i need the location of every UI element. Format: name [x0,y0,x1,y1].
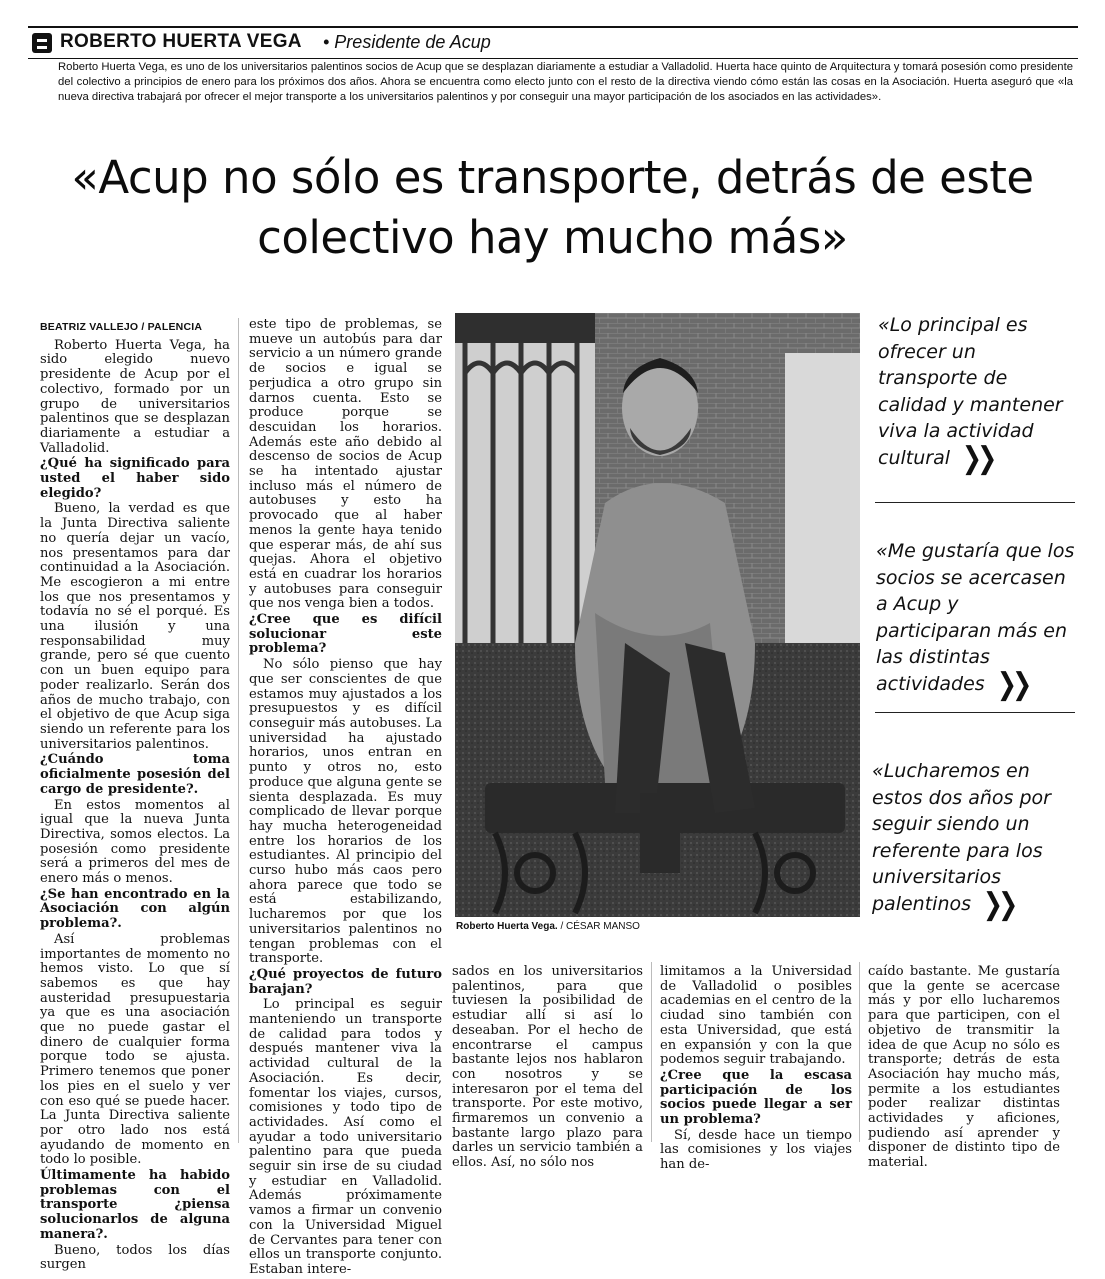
article-column-2 [249,318,442,1279]
divider [875,502,1075,503]
divider [875,712,1075,713]
interview-question: ¿Qué ha significado para usted el haber sido elegido? [40,456,230,501]
paragraph: este tipo de problemas, se mueve un autobús para dar servicio a un número grande de socios e igual se perjudica a otro grupo sin darnos cuenta. Esto se produce porque se descuidan los horarios. Además este año debido al descenso de socios de Acup se ha intentado ajustar incluso más el número de autobuses y esto ha provocado que al haber menos la gente haya tenido que esperar más, de ahí sus quejas. Ahora el objetivo está en cuadrar los horarios y autobuses para conseguir que nos venga bien a todos. [249,317,442,612]
intro-paragraph: Roberto Huerta Vega, es uno de los universitarios palentinos socios de Acup que se desplazan diariamente a estudiar a Valladolid. Huerta hace quinto de Arquitectura y tomará posesión como presidente del colectivo a principios de enero para los próximos dos años. Ahora se encuentra como electo junto con el resto de la directiva viendo cómo están las cosas en la Asociación. Huerta aseguró que «la nueva directiva trabajará por ofrecer el mejor transporte a los universitarios palentinos y por conseguir una mayor participación de los asociados en las actividades». [58,61,1073,103]
caption-name: Roberto Huerta Vega. [456,921,558,932]
interview-question: ¿Cuándo toma oficialmente posesión del cargo de presidente?. [40,752,230,797]
pull-quote [878,312,1078,476]
paragraph: Así problemas importantes de momento no hemos visto. Lo que sí sabemos es que hay austeridad presupuestaria ya que es una asociación que no puede gastar el dinero de cualquier forma porque todo se ajusta. Primero tenemos que poner los pies en el suelo y ver con eso qué se puede hacer. La Junta Directiva saliente por otro lado nos está ayudando de momento en todo lo posible. [40,931,230,1168]
interview-question: ¿Cree que la escasa participación de los socios puede llegar a ser un problema? [660,1067,852,1128]
interview-question: ¿Qué proyectos de futuro barajan? [249,966,442,997]
quote-end-icon: ❯❯ [961,440,993,476]
pull-quote-text: «Me gustaría que los socios se acercasen a Acup y participaran más en las distintas actividades [876,540,1075,695]
paragraph: No sólo pienso que hay que ser conscientes de que estamos muy ajustados a los presupuestos y es difícil conseguir más autobuses. La universidad ha ajustado horarios, unos entran en punto y otros no, esto produce que alguna gente se sienta desplazada. Es muy complicado de llevar porque hay mucha heterogeneidad entre los horarios de los estudiantes. Al principio del curso hubo más caos pero ahora parece que todo se está estabilizando, lucharemos por que los universitarios palentinos no tengan problemas con el transporte. [249,657,442,967]
article-column-4 [660,965,852,1174]
interviewee-role: • Presidente de Acup [323,32,491,52]
interview-question: ¿Se han encontrado en la Asociación con algún problema?. [40,886,230,932]
paragraph: Bueno, todos los días surgen [40,1242,230,1273]
column-divider [651,962,652,1142]
paragraph: sados en los universitarios palentinos, para que tuviesen la posibilidad de estudiar allí si así lo deseaban. Por el hecho de encontrarse el campus bastante lejos nos hablaron con nosotros y se interesaron por el tema del transporte. Por este motivo, firmaremos un convenio a bastante largo plazo para darles un servicio también a ellos. Así, no sólo nos [452,964,643,1171]
column-divider [859,962,860,1142]
quote-end-icon: ❯❯ [996,666,1028,702]
paragraph: caído bastante. Me gustaría que la gente se acercase más y por ello lucharemos para que participen, con el objetivo de transmitir la idea de que Acup no sólo es transporte; detrás de esta Asociación hay mucho más, permite a los estudiantes poder realizar distintas actividades y aficiones, pudiendo así aprender y disponer de distinto tipo de material. [868,964,1060,1171]
interview-question: Últimamente ha habido problemas con el transporte ¿piensa solucionarlos de alguna manera?. [40,1168,230,1242]
paragraph: Lo principal es seguir manteniendo un transporte de calidad para todos y después mantener viva la actividad cultural de la Asociación. Es decir, fomentar los viajes, cursos, comisiones y todo tipo de actividades. Así como el ayudar a todo universitario palentino para que pueda seguir sin irse de su ciudad y estudiar en Valladolid. Además próximamente vamos a firmar un convenio con la Universidad Miguel de Cervantes para tener con ellos un transporte conjunto. Estaban intere- [249,997,442,1277]
article-column-5 [868,965,1060,1172]
pull-quote-text: «Lo principal es ofrecer un transporte de calidad y mantener viva la actividad cultural [878,314,1063,469]
photo-credit: / CÉSAR MANSO [557,921,640,932]
pull-quote-text: «Lucharemos en estos dos años por seguir siendo un referente para los universitarios palentinos [872,760,1051,915]
article-header [28,26,1078,59]
pull-quote [872,758,1072,922]
photo-caption [456,921,640,932]
article-column-3 [452,965,643,1172]
paragraph: En estos momentos al igual que la nueva Junta Directiva, somos electos. La posesión como presidente será a primeros del mes de enero más o menos. [40,797,230,887]
pull-quote [876,538,1076,702]
paragraph: Bueno, la verdad es que la Junta Directiva saliente no quería dejar un vacío, nos presentamos para dar continuidad a la Asociación. Me escogieron a mi entre los que nos presentamos y todavía no sé el porqué. Es una ilusión y una responsabilidad muy grande, pero sé que cuento con un buen equipo para poder realizarlo. Serán dos años de mucho trabajo, con el objetivo de que Acup siga siendo un referente para los universitarios palentinos. [40,501,230,752]
headline: «Acup no sólo es transporte, detrás de este colectivo hay mucho más» [71,151,1034,264]
byline: BEATRIZ VALLEJO / PALENCIA [40,321,203,333]
interviewee-photo [455,313,860,917]
column-divider [238,318,239,1143]
interview-question: ¿Cree que es difícil solucionar este problema? [249,612,442,657]
paragraph: Sí, desde hace un tiempo las comisiones y los viajes han de- [660,1127,852,1173]
article-column-1 [40,320,230,1274]
paragraph: limitamos a la Universidad de Valladolid o posibles academias en el centro de la ciudad sino también con esta Universidad, que está en expansión y con la que podemos seguir trabajando. [660,964,852,1068]
paragraph: Roberto Huerta Vega, ha sido elegido nuevo presidente de Acup por el colectivo, formado por un grupo de universitarios palentinos que se desplazan diariamente a estudiar a Valladolid. [40,337,230,456]
section-logo-icon [32,33,52,53]
quote-end-icon: ❯❯ [982,886,1014,922]
photo-image [455,313,860,917]
interviewee-name: ROBERTO HUERTA VEGA [60,31,302,52]
